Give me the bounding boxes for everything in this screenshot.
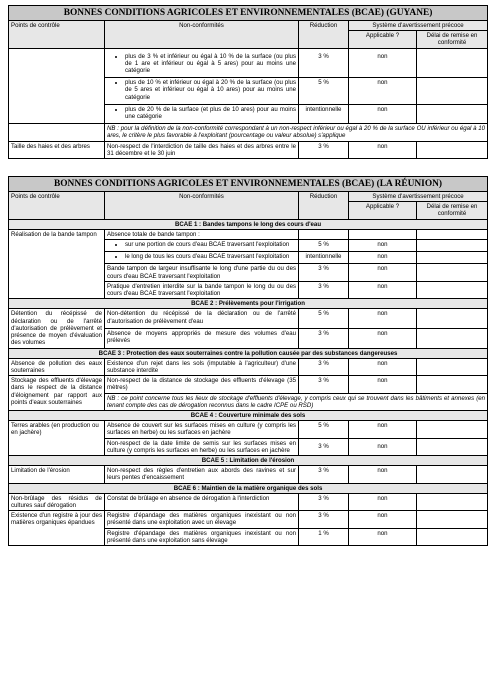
section-bcae5: BCAE 5 : Limitation de l'érosion xyxy=(9,455,488,465)
point-recepisse: Détention du récépissé de déclaration ou de l'arrêté d'autorisation de prélèvement et présence de moyen d'évaluation des volumes xyxy=(9,309,105,348)
table-row: Terres arables (en production ou en jachère) Absence de couvert sur les surfaces mises en culture (y compris les surfaces en herbe) ou les surfaces en jachère 5 % non xyxy=(9,421,488,438)
table-row: Absence de moyens appropriés de mesure des volumes d'eau prélevés 3 % non xyxy=(9,328,488,348)
table-row: • le long de tous les cours d'eau BCAE traversant l'exploitation intentionnelle non xyxy=(9,252,488,264)
bcae3-nb: NB : ce point concerne tous les lieux de stockage d'effluents d'élevage, y compris ceux qui se trouvent dans les bâtiments et annexes (en tenant compte des cas de dérogation reconnus dans le cadre ICPE ou RSD) xyxy=(105,393,488,410)
table-row: Bande tampon de largeur insuffisante le long d'une partie du ou des cours d'eau BCAE traversant l'exploitation 3 % non xyxy=(9,264,488,281)
point-stockage-effluents: Stockage des effluents d'élevage dans le respect de la distance d'éloignement par rapport aux points d'eaux souterraines xyxy=(9,376,105,411)
table-row: • sur une portion de cours d'eau BCAE traversant l'exploitation 5 % non xyxy=(9,240,488,252)
table-row: Registre d'épandage des matières organiques inexistant ou non présenté dans une exploitation sans élevage 1 % non xyxy=(9,528,488,545)
table-row: • plus de 3 % et inférieur ou égal à 10 % de la surface (ou plus de 1 are et inférieur ou égal à 5 ares) pour au moins une catégorie 3 % non xyxy=(9,48,488,78)
header-reduction: Réduction xyxy=(299,21,349,49)
list-item: • le long de tous les cours d'eau BCAE traversant l'exploitation xyxy=(125,253,296,260)
table-row: Taille des haies et des arbres Non-respect de l'interdiction de taille des haies et des arbres entre le 31 décembre et le 30 juin 3 % non xyxy=(9,141,488,158)
table-row: • plus de 10 % et inférieur ou égal à 20 % de la surface (ou plus de 5 ares et inférieur ou égal à 10 ares) pour au moins une catégorie 5 % non xyxy=(9,78,488,105)
section-bcae4: BCAE 4 : Couverture minimale des sols xyxy=(9,410,488,420)
point-bande-tampon: Réalisation de la bande tampon xyxy=(9,229,105,298)
list-item: • plus de 3 % et inférieur ou égal à 10 % de la surface (ou plus de 1 are et inférieur ou égal à 5 ares) pour au moins une catégorie xyxy=(125,53,296,75)
table-row: Absence de pollution des eaux souterraines Existence d'un rejet dans les sols (imputable à l'agriculteur) d'une substance interdite 3 % non xyxy=(9,358,488,375)
table-row: Réalisation de la bande tampon Absence totale de bande tampon : xyxy=(9,229,488,239)
table-row: Détention du récépissé de déclaration ou de l'arrêté d'autorisation de prélèvement et présence de moyen d'évaluation des volumes Non-détention du récépissé de la déclaration ou de l'arrêté d'autorisation de prélèvement d'eau 5 % non xyxy=(9,309,488,329)
section-bcae3: BCAE 3 : Protection des eaux souterraines contre la pollution causée par des substances dangereuses xyxy=(9,348,488,358)
section-bcae1: BCAE 1 : Bandes tampons le long des cours d'eau xyxy=(9,219,488,229)
guyane-nb: NB : pour la définition de la non-conformité correspondant à un non-respect inférieur ou égal à 20 % de la surface OU inférieur ou égal à 10 ares, le critère le plus favorable à l'exploitant (pourcentage ou valeur absolue) s'applique xyxy=(105,124,488,141)
table-row: Limitation de l'érosion Non-respect des règles d'entretien aux abords des ravines et sur leurs pentes d'encaissement 3 % non xyxy=(9,466,488,483)
section-bcae6: BCAE 6 : Maintien de la matière organique des sols xyxy=(9,483,488,493)
table-row: Non-brûlage des résidus de cultures sauf dérogation Constat de brûlage en absence de dérogation à l'interdiction 3 % non xyxy=(9,493,488,510)
reunion-title: BONNES CONDITIONS AGRICOLES ET ENVIRONNEMENTALES (BCAE) (LA RÉUNION) xyxy=(9,177,488,192)
table-row: Pratique d'entretien interdite sur la bande tampon le long du ou des cours d'eau BCAE traversant l'exploitation 3 % non xyxy=(9,281,488,298)
table-row: • plus de 20 % de la surface (et plus de 10 ares) pour au moins une catégorie intentionnelle non xyxy=(9,104,488,123)
table-row: Non-respect de la date limite de semis sur les surfaces mises en culture (y compris les surfaces en herbe) ou les surfaces en jachère 3 % non xyxy=(9,438,488,455)
reunion-table xyxy=(8,176,488,546)
point-registre: Existence d'un registre à jour des matières organiques épandues xyxy=(9,511,105,546)
point-absence-pollution: Absence de pollution des eaux souterraines xyxy=(9,358,105,375)
header-reduction: Réduction xyxy=(299,192,349,220)
header-delai: Délai de remise en conformité xyxy=(417,202,488,219)
list-item: • sur une portion de cours d'eau BCAE traversant l'exploitation xyxy=(125,241,296,248)
header-delai: Délai de remise en conformité xyxy=(417,31,488,48)
guyane-title: BONNES CONDITIONS AGRICOLES ET ENVIRONNEMENTALES (BCAE) (GUYANE) xyxy=(9,6,488,21)
point-non-brulage: Non-brûlage des résidus de cultures sauf dérogation xyxy=(9,493,105,510)
table-row: Stockage des effluents d'élevage dans le respect de la distance d'éloignement par rapport aux points d'eaux souterraines Non-respect de la distance de stockage des effluents d'élevage (35 mètres) 3 % non xyxy=(9,376,488,393)
header-systeme: Système d'avertissement précoce xyxy=(349,192,488,202)
document-page xyxy=(8,5,487,546)
section-bcae2: BCAE 2 : Prélèvements pour l'irrigation xyxy=(9,299,488,309)
header-systeme: Système d'avertissement précoce xyxy=(349,21,488,31)
header-applicable: Applicable ? xyxy=(349,31,417,48)
point-taille-haies: Taille des haies et des arbres xyxy=(9,141,105,158)
header-points: Points de contrôle xyxy=(9,21,105,49)
point-limitation-erosion: Limitation de l'érosion xyxy=(9,466,105,483)
table-row: Existence d'un registre à jour des matières organiques épandues Registre d'épandage des matières organiques inexistant ou non présenté dans une exploitation avec un élevage 3 % non xyxy=(9,511,488,528)
list-item: • plus de 10 % et inférieur ou égal à 20 % de la surface (ou plus de 5 ares et inférieur ou égal à 10 ares) pour au moins une catégorie xyxy=(125,79,296,101)
header-non-conformites: Non-conformités xyxy=(105,192,299,220)
header-points: Points de contrôle xyxy=(9,192,105,220)
guyane-table xyxy=(8,5,488,159)
header-applicable: Applicable ? xyxy=(349,202,417,219)
list-item: • plus de 20 % de la surface (et plus de 10 ares) pour au moins une catégorie xyxy=(125,106,296,120)
point-terres-arables: Terres arables (en production ou en jachère) xyxy=(9,421,105,456)
header-non-conformites: Non-conformités xyxy=(105,21,299,49)
